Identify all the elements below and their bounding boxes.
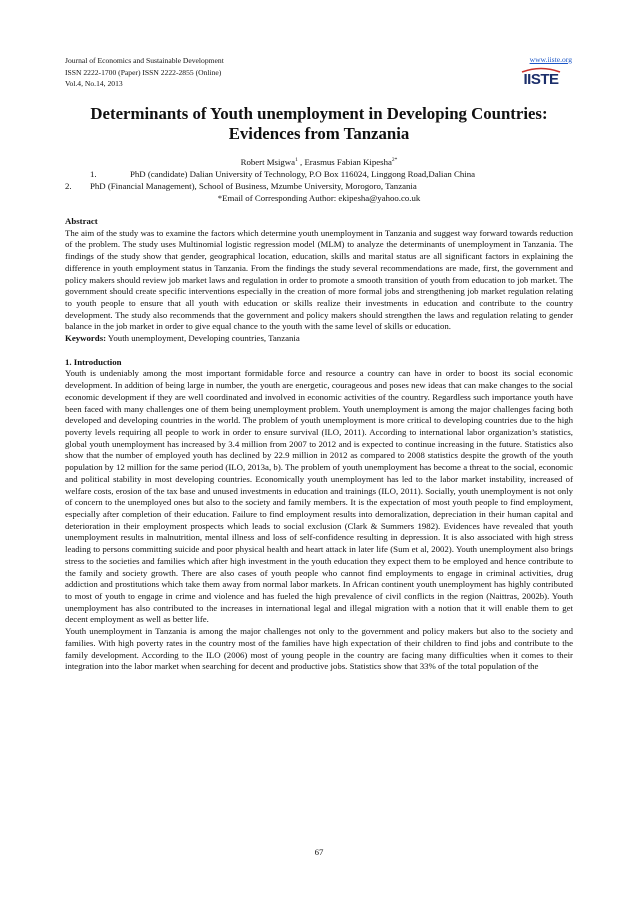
- running-header: [65, 55, 224, 90]
- corresponding-email: *Email of Corresponding Author: ekipesha@yahoo.co.uk: [217, 193, 421, 203]
- keywords-label: Keywords:: [65, 333, 107, 344]
- page-number: 67: [314, 847, 324, 857]
- affiliation-2: [65, 181, 573, 191]
- journal-name: Journal of Economics and Sustainable Development: [65, 56, 224, 65]
- author-2-sup: 2*: [391, 157, 398, 164]
- author-2: Erasmus Fabian Kipesha: [304, 157, 392, 167]
- keywords-line: [65, 333, 573, 345]
- author-line: [65, 157, 573, 167]
- author-separator: ,: [297, 157, 305, 167]
- issn-line: ISSN 2222-1700 (Paper) ISSN 2222-2855 (Online): [65, 67, 222, 77]
- abstract-heading: Abstract: [65, 216, 98, 226]
- intro-paragraph-1: Youth is undeniably among the most important formidable force and resource a country can have in order to boost its social economic development. In addition of being large in number, the youth are energetic, courageous and poses new ideas that can make changes to the social economic development if they are well coordinated and involved in economic activities of the country. Regardless such importance youth have been faced with many challenges one of them being unemployment problem. Youth unemployment is among the major challenges facing both developed and developing countries in the world. The problem of youth unemployment is more critical to developing countries due to the high poverty levels requiring all people to work in order to ensure survival (ILO, 2011). According to international labor organization’s statistics, global youth unemployment has increased by 3.4 million from 2007 to 2012 and is expected to continue increasing in the future. Statistics also show that the number of employed youth has declined by 22.9 million in 2012 as compared to 2008 statistics despite the growth of the youth population by 12 million for the same period (ILO, 2013a, b). The problem of youth unemployment has become a threat to the social, economic and political stability in most developing countries. Economically youth unemployment has led to the labor market instability, increased of welfare costs, erosion of the tax base and unused investments in education and trainings (ILO, 2011). Socially, youth unemployment is not only of concern to the unemployed ones but also to the society and family members. It is the expectation of most youth people to find employment, especially after completion of their education. Failure to find employment results into demoralization, depreciation in their human capital and deterioration in their employment prospects which leads to social exclusion (Clark & Summers 1982). Evidences have revealed that youth unemployment results in malnutrition, mental illness and loss of self-confidence resulting in depression. It is also associated with high stress leading to persons committing suicide and poor physical health and heart attack in later life (Sum et al, 2002). Youth unemployment also brings stress to the societies and families which after high investment in the youth education they expect them to be employed and hence contribute to the family and society growth. There are also cases of youth people who cannot find employments to engage in criminal activities, drug addiction and prostitutions which take them away from normal labor markets. In African continent youth unemployment has highly contributed to most of youth to engage in crime and violence and has fueled the high prevalence of civil conflicts in the region (Naittras, 2002b). Youth unemployment has also contributed to the increases in international legal and illegal migration with a notion that it will enable them to get decent employment as well as better life.: [65, 368, 573, 625]
- affiliation-number: 1.: [90, 169, 97, 179]
- title-line-2: Evidences from Tanzania: [228, 123, 410, 143]
- keywords-text: Youth unemployment, Developing countries, Tanzania: [106, 333, 300, 344]
- iiste-logo-icon: [520, 67, 562, 89]
- title-line-1: Determinants of Youth unemployment in Developing Countries:: [90, 104, 548, 123]
- section-heading: 1. Introduction: [65, 356, 122, 367]
- paper-title: [65, 104, 573, 143]
- affiliation-text: PhD (Financial Management), School of Business, Mzumbe University, Morogoro, Tanzania: [90, 181, 417, 191]
- affiliation-text: PhD (candidate) Dalian University of Technology, P.O Box 116024, Linggong Road,Dalian China: [130, 169, 476, 179]
- abstract-text: The aim of the study was to examine the factors which determine youth unemployment in Tanzania and suggest way forward towards reduction of the problem. The study uses Multinomial logistic regression model (MLM) to analyze the determinants of unemployment in Tanzania. The findings of the study show that gender, geographical location, education, skills and marital status are all significant factors in explaining the difference in youth employment status in Tanzania. From the findings the study several recommendations are made, first, the government and policy makers should review job market laws and regulation in order to promote a smooth transition of youth from education to job market. The government should create specific interventions especially in the creation of more formal jobs and strengthening job market regulation relating to youth people to ensure that all youth with education or skills realize their investments in education and contribute to the country development. The study also recommends that the government and policy makers should strengthen the laws and regulation relating to gender balance in the job market in order to give equal chance to the youth with the same level of skills or education.: [65, 227, 573, 332]
- affiliation-1: [65, 169, 573, 179]
- author-1: Robert Msigwa: [240, 157, 296, 167]
- intro-paragraph-2: Youth unemployment in Tanzania is among the major challenges not only to the government and policy makers but also to the society and families. With high poverty rates in the country most of the families have high expectation of their children to find jobs and contribute to the family development. According to the ILO (2006) most of young people in the country are facing many difficulties when it comes to their integration into the labor market when searching for decent and productive jobs. Statistics show that 33% of the total population of the: [65, 626, 573, 672]
- author-1-sup: 1: [295, 157, 298, 164]
- svg-text:IISTE: IISTE: [523, 71, 559, 88]
- article-body: [65, 216, 573, 673]
- journal-url-link[interactable]: www.iiste.org: [529, 55, 572, 64]
- volume-line: Vol.4, No.14, 2013: [65, 79, 123, 89]
- section-gap: [65, 345, 573, 357]
- affiliation-number: 2.: [65, 181, 72, 191]
